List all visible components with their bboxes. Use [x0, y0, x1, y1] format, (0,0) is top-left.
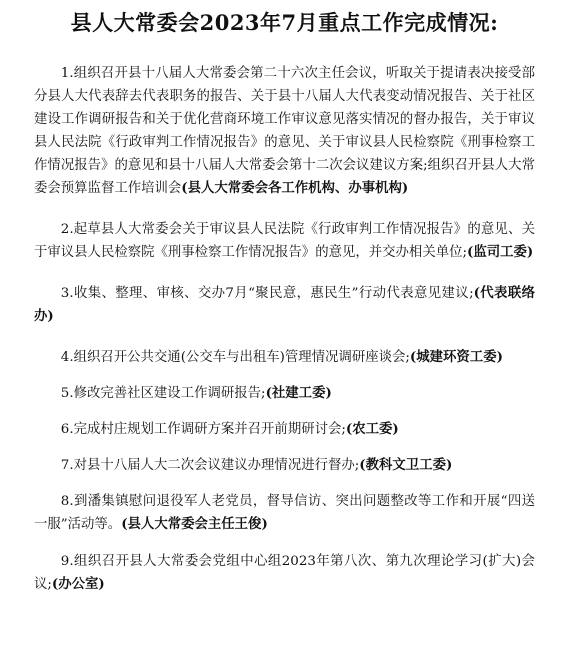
- work-item-9-text: 9.组织召开县人大常委会党组中心组2023年第八次、第九次理论学习(扩大)会议;: [34, 554, 535, 592]
- work-item-8: [34, 490, 535, 536]
- work-item-7: [34, 454, 535, 477]
- work-item-4-department: (城建环资工委): [409, 349, 503, 365]
- document-title: 县人大常委会2023年7月重点工作完成情况:: [70, 10, 499, 35]
- work-item-3: [34, 282, 535, 328]
- work-item-5-department: (社建工委): [265, 385, 332, 401]
- work-item-2-text: 2.起草县人大常委会关于审议县人民法院《行政审判工作情况报告》的意见、关于审议县人民检察院《刑事检察工作情况报告》的意见，并交办相关单位;: [34, 222, 535, 260]
- work-item-7-text: 7.对县十八届人大二次会议建议办理情况进行督办;: [60, 458, 360, 473]
- work-item-1-text: 1.组织召开县十八届人大常委会第二十六次主任会议，听取关于提请表决接受部分县人大代表辞去代表职务的报告、关于县十八届人大代表变动情况报告、关于社区建设工作调研报告和关于优化营商环境工作审议意见落实情况的督办报告，关于审议县人民法院《行政审判工作情况报告》的意见、关于审议县人民检察院《刑事检察工作情况报告》的意见和县十八届人大常委会第十二次会议建议方案;组织召开县人大常委会预算监督工作培训会: [34, 66, 535, 196]
- work-item-4: [34, 346, 535, 369]
- work-item-6-department: (农工委): [345, 421, 399, 437]
- work-item-1-department: (县人大常委会各工作机构、办事机构): [181, 180, 409, 196]
- work-item-9-department: (办公室): [51, 576, 105, 592]
- work-item-3-text: 3.收集、整理、审核、交办7月“聚民意，惠民生”行动代表意见建议;: [60, 286, 474, 301]
- work-item-6-text: 6.完成村庄规划工作调研方案并召开前期研讨会;: [60, 422, 346, 437]
- work-item-5-text: 5.修改完善社区建设工作调研报告;: [60, 386, 266, 401]
- work-item-7-department: (教科文卫工委): [359, 457, 453, 473]
- work-item-8-department: (县人大常委会主任王俊): [121, 516, 268, 532]
- work-item-5: [34, 382, 535, 405]
- work-item-1: [34, 62, 535, 200]
- work-item-3-department: (代表联络办): [34, 285, 535, 324]
- work-item-4-text: 4.组织召开公共交通(公交车与出租车)管理情况调研座谈会;: [60, 350, 410, 365]
- work-item-9: [34, 550, 535, 596]
- work-item-2: [34, 218, 535, 264]
- work-item-6: [34, 418, 535, 441]
- work-item-8-text: 8.到潘集镇慰问退役军人老党员，督导信访、突出问题整改等工作和开展“四送一服”活动等。: [34, 494, 535, 532]
- work-item-2-department: (监司工委): [467, 244, 534, 260]
